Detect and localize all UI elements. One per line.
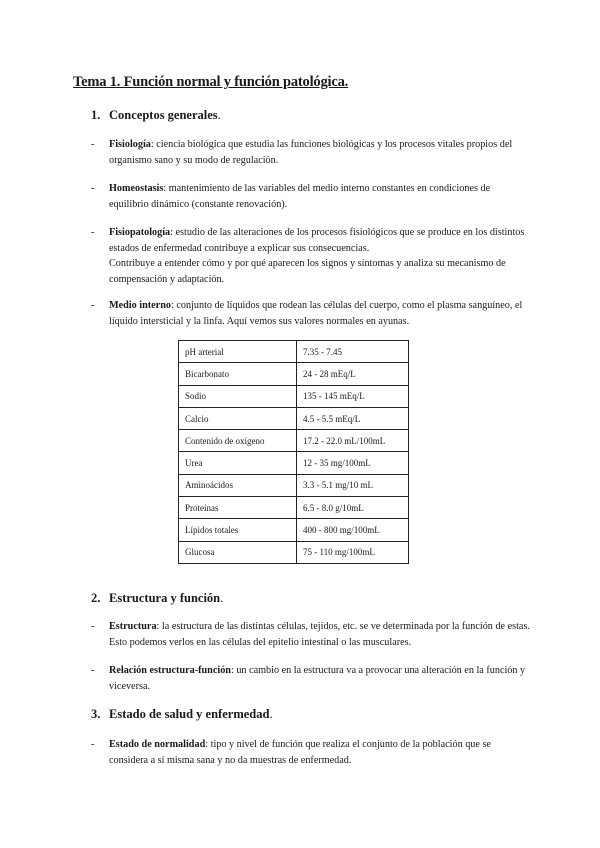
bullet-text: : un cambio en la estructura va a provocar una alteración en la función y viceversa. — [109, 665, 526, 692]
bullet-dash: - — [91, 139, 95, 150]
section-heading-3 — [91, 707, 273, 722]
parameter-cell: Proteínas — [179, 497, 297, 519]
section-suffix: . — [220, 591, 224, 605]
value-cell: 4.5 - 5.5 mEq/L — [297, 407, 409, 429]
section-heading-2 — [91, 591, 223, 606]
table-row — [179, 519, 409, 541]
value-cell: 135 - 145 mEq/L — [297, 385, 409, 407]
parameter-cell: Sodio — [179, 385, 297, 407]
value-cell: 6.5 - 8.0 g/10mL — [297, 497, 409, 519]
bullet-term: Fisiopatología — [109, 227, 171, 238]
table-row — [179, 541, 409, 563]
table-row — [179, 497, 409, 519]
section-number: 1. — [91, 108, 101, 122]
parameter-cell: Bicarbonato — [179, 363, 297, 385]
bullet-text: : la estructura de las distintas células, tejidos, etc. se ve determinada por la función de estas. Esto podemos verlos en las células del epitelio intestinal o las musculares. — [109, 621, 530, 648]
section-suffix: . — [217, 108, 221, 122]
bullet-dash: - — [91, 739, 95, 750]
table-row — [179, 452, 409, 474]
table-row — [179, 474, 409, 496]
bullet-text: : tipo y nivel de función que realiza el conjunto de la población que se considera a sí misma sana y no da muestras de enfermedad. — [109, 739, 491, 766]
section-heading-1 — [91, 108, 221, 123]
bullet-term: Estructura — [109, 621, 157, 632]
table-row — [179, 430, 409, 452]
table-row — [179, 341, 409, 363]
bullet-term: Homeostasis — [109, 183, 164, 194]
bullet-dash: - — [91, 665, 95, 676]
value-cell: 12 - 35 mg/100mL — [297, 452, 409, 474]
section-number: 2. — [91, 591, 101, 605]
parameter-cell: Calcio — [179, 407, 297, 429]
bullet-text: : estudio de las alteraciones de los procesos fisiológicos que se produce en los distintos estados de enfermedad contribuye a explicar sus consecuencias. — [109, 227, 525, 254]
bullet-dash: - — [91, 621, 95, 632]
value-cell: 17.2 - 22.0 mL/100mL — [297, 430, 409, 452]
table-row — [179, 385, 409, 407]
table-row — [179, 363, 409, 385]
bullet-term: Estado de normalidad — [109, 739, 206, 750]
bullet-term: Medio interno — [109, 300, 171, 311]
value-cell: 3.3 - 5.1 mg/10 mL — [297, 474, 409, 496]
table-row — [179, 407, 409, 429]
normal-values-table — [178, 340, 409, 564]
parameter-cell: Aminoácidos — [179, 474, 297, 496]
bullet-dash: - — [91, 227, 95, 238]
value-cell: 400 - 800 mg/100mL — [297, 519, 409, 541]
section-title: Conceptos generales — [109, 108, 218, 122]
bullet-text: : conjunto de líquidos que rodean las células del cuerpo, como el plasma sanguíneo, el líquido intersticial y la linfa. Aquí vemos sus valores normales en ayunas. — [109, 300, 523, 327]
bullet-term: Relación estructura-función — [109, 665, 231, 676]
value-cell: 75 - 110 mg/100mL — [297, 541, 409, 563]
parameter-cell: Lípidos totales — [179, 519, 297, 541]
bullet-text: : mantenimiento de las variables del medio interno constantes en condiciones de equilibrio dinámico (constante renovación). — [109, 183, 491, 210]
section-number: 3. — [91, 707, 101, 721]
document-title: Tema 1. Función normal y función patológica. — [73, 74, 349, 90]
bullet-term: Fisiología — [109, 139, 151, 150]
value-cell: 24 - 28 mEq/L — [297, 363, 409, 385]
bullet-text-continued: Contribuye a entender cómo y por qué aparecen los signos y síntomas y analiza su mecanismo de compensación y adaptación. — [109, 258, 506, 285]
parameter-cell: pH arterial — [179, 341, 297, 363]
parameter-cell: Urea — [179, 452, 297, 474]
section-suffix: . — [269, 707, 273, 721]
section-title: Estado de salud y enfermedad — [109, 707, 270, 721]
bullet-text: : ciencia biológica que estudia las funciones biológicas y los procesos vitales propios del organismo sano y su modo de regulación. — [109, 139, 513, 166]
value-cell: 7.35 - 7.45 — [297, 341, 409, 363]
bullet-dash: - — [91, 300, 95, 311]
bullet-dash: - — [91, 183, 95, 194]
parameter-cell: Contenido de oxígeno — [179, 430, 297, 452]
parameter-cell: Glucosa — [179, 541, 297, 563]
section-title: Estructura y función — [109, 591, 221, 605]
